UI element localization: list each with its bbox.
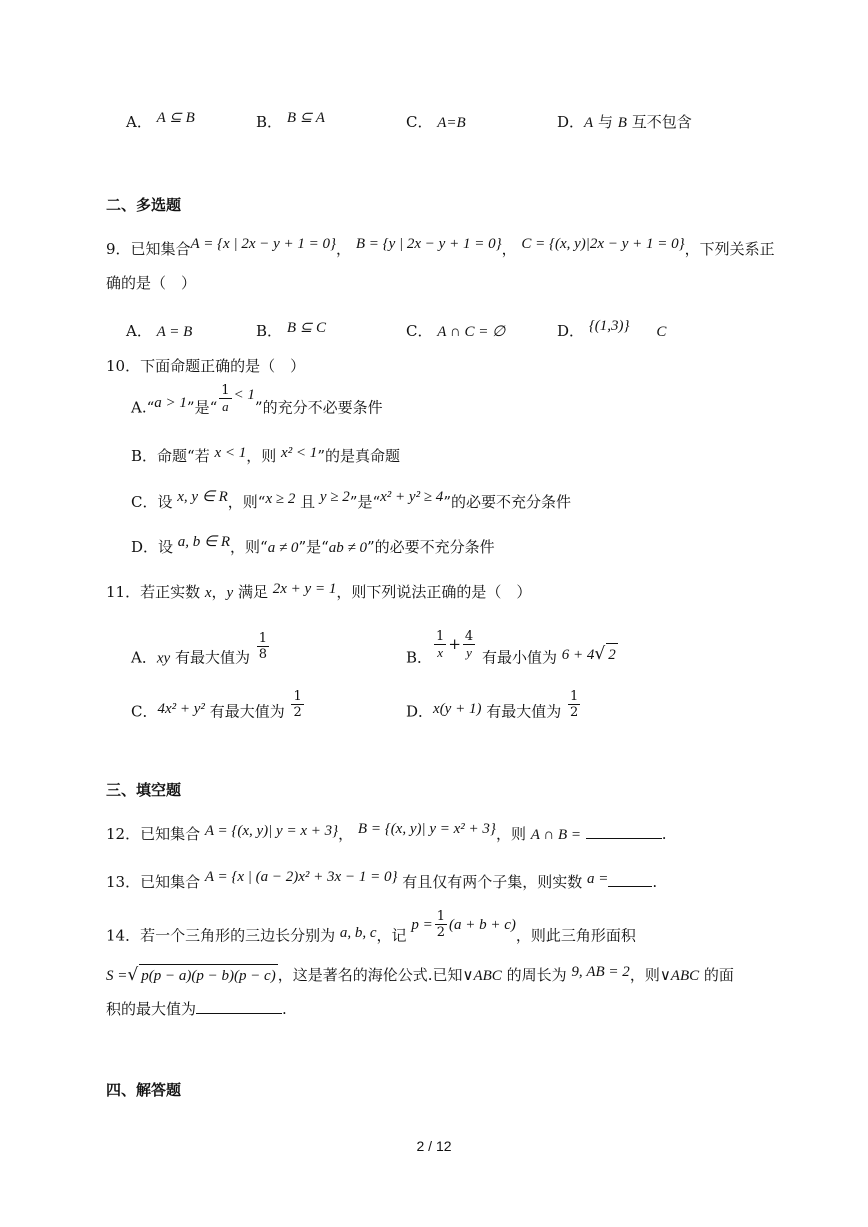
set-a: A = {(x, y)| y = x + 3} bbox=[204, 823, 339, 839]
fraction bbox=[291, 690, 303, 719]
math-expression: (a + b + c) bbox=[448, 916, 516, 933]
question-number: 14．若一个三角形的三边长分别为 bbox=[106, 926, 340, 945]
option-text: D．设 bbox=[131, 538, 178, 556]
punctuation: . bbox=[661, 825, 667, 843]
set-c: C = {(x, y)|2x − y + 1 = 0} bbox=[521, 236, 685, 252]
fraction-denominator: 2 bbox=[436, 925, 445, 940]
math-vars: a, b, c bbox=[339, 924, 377, 941]
section-heading-fill-in: 三、填空题 bbox=[106, 781, 182, 799]
option-label: A． bbox=[131, 648, 157, 667]
fraction-numerator: 1 bbox=[258, 631, 267, 646]
section-heading-answer: 四、解答题 bbox=[106, 1081, 182, 1099]
option-label: C． bbox=[131, 702, 158, 721]
option-math: y ≥ 2 bbox=[319, 489, 350, 505]
q10-option-c bbox=[131, 491, 571, 514]
question-text: ，记 bbox=[376, 926, 412, 945]
option-text: A.“ bbox=[131, 398, 155, 417]
option-text: 有最大值为 bbox=[481, 702, 567, 721]
fraction-denominator: x bbox=[437, 645, 444, 660]
section-heading-multiple-choice: 二、多选题 bbox=[106, 196, 182, 214]
question-text: ，则∨ bbox=[629, 966, 671, 984]
fraction-numerator: 1 bbox=[436, 629, 445, 644]
punctuation: . bbox=[282, 1000, 287, 1018]
radical-sign: √ bbox=[127, 965, 139, 985]
math-expression: a = bbox=[587, 871, 609, 887]
fraction-denominator: 2 bbox=[293, 705, 302, 720]
fraction bbox=[257, 632, 269, 661]
q9-option-c bbox=[406, 320, 505, 343]
q10-option-d bbox=[131, 536, 495, 559]
option-label: B． bbox=[406, 648, 433, 667]
option-math: {(1,3)} bbox=[588, 318, 630, 334]
separator: ， bbox=[336, 240, 352, 258]
math-expression: A ∩ B = bbox=[530, 827, 581, 843]
math-var: ABC bbox=[670, 968, 700, 984]
math-var: x bbox=[204, 585, 212, 601]
option-text: C．设 bbox=[131, 493, 178, 511]
option-label: A． bbox=[126, 322, 152, 340]
option-math: xy bbox=[156, 650, 171, 667]
option-text: 有最大值为 bbox=[204, 702, 290, 721]
set-b: B = {y | 2x − y + 1 = 0} bbox=[355, 236, 502, 252]
fraction-denominator: a bbox=[222, 399, 229, 414]
option-text: 有最小值为 bbox=[477, 648, 562, 667]
option-math: ab ≠ 0 bbox=[328, 540, 368, 556]
option-label: B． bbox=[256, 113, 283, 131]
option-text: B．命题“若 bbox=[131, 447, 215, 465]
option-math: A=B bbox=[437, 115, 466, 131]
option-math: A bbox=[584, 115, 594, 131]
q8-option-c bbox=[406, 111, 466, 134]
option-math: A ∩ C = ∅ bbox=[437, 324, 506, 340]
question-number: 11．若正实数 bbox=[106, 583, 205, 601]
option-math: A = B bbox=[156, 324, 193, 340]
question-13 bbox=[106, 871, 657, 894]
option-label: D． bbox=[557, 113, 585, 131]
option-text: 互不包含 bbox=[626, 113, 692, 131]
question-number: 13．已知集合 bbox=[106, 873, 205, 891]
math-expression: p = bbox=[411, 916, 433, 933]
option-math: B ⊆ C bbox=[286, 320, 327, 336]
set-a: A = {x | (a − 2)x² + 3x − 1 = 0} bbox=[204, 869, 398, 885]
q8-option-d bbox=[557, 111, 692, 134]
option-math: a, b ∈ R bbox=[177, 534, 231, 550]
question-text: ，这是著名的海伦公式.已知∨ bbox=[277, 966, 474, 984]
option-math: a ≠ 0 bbox=[267, 540, 299, 556]
question-11 bbox=[106, 581, 531, 604]
option-text: ”是“ bbox=[186, 398, 218, 417]
option-label: B． bbox=[256, 322, 283, 340]
fraction-numerator: 1 bbox=[221, 383, 230, 398]
fraction-numerator: 4 bbox=[464, 629, 474, 644]
fraction-numerator: 1 bbox=[570, 689, 579, 704]
set-a: A = {x | 2x − y + 1 = 0} bbox=[190, 236, 337, 252]
option-math: x < 1 bbox=[214, 445, 247, 461]
option-text: ，则“ bbox=[230, 538, 268, 556]
q10-option-a bbox=[131, 383, 383, 423]
question-number: 12．已知集合 bbox=[106, 825, 205, 843]
answer-blank[interactable] bbox=[608, 872, 652, 887]
option-math: x² < 1 bbox=[281, 445, 318, 461]
question-text: 的周长为 bbox=[501, 966, 572, 984]
option-math: B bbox=[617, 115, 627, 131]
option-label: D． bbox=[557, 322, 585, 340]
option-math: C bbox=[656, 324, 667, 340]
answer-blank[interactable] bbox=[196, 999, 282, 1014]
fraction bbox=[434, 630, 446, 659]
option-math: a > 1 bbox=[154, 394, 187, 411]
fraction-denominator: y bbox=[466, 645, 472, 660]
option-text: ”是“ bbox=[349, 493, 381, 511]
question-text: ，则此三角形面积 bbox=[515, 926, 636, 945]
option-math: 4x² + y² bbox=[157, 700, 205, 717]
option-text: ”的是真命题 bbox=[317, 447, 400, 465]
question-text: 的面 bbox=[699, 966, 734, 984]
option-text: 且 bbox=[295, 493, 320, 511]
question-14-line-3 bbox=[106, 998, 287, 1020]
math-var: y bbox=[226, 585, 234, 601]
separator: ， bbox=[211, 583, 227, 601]
fraction bbox=[219, 384, 231, 413]
q9-option-a bbox=[126, 320, 192, 343]
separator: ， bbox=[338, 825, 354, 843]
fraction-denominator: 8 bbox=[258, 647, 267, 662]
question-10: 10．下面命题正确的是（ ） bbox=[106, 357, 306, 375]
q11-option-c bbox=[131, 689, 306, 727]
option-math: x ≥ 2 bbox=[265, 491, 296, 507]
radical-sign: √ bbox=[594, 643, 606, 664]
question-14 bbox=[106, 909, 636, 951]
question-9-line-2: 确的是（ ） bbox=[106, 274, 197, 292]
radicand: 2 bbox=[606, 643, 618, 666]
math-var: ABC bbox=[473, 968, 502, 984]
option-label: C． bbox=[406, 113, 433, 131]
question-text: ，下列关系正 bbox=[684, 240, 775, 258]
option-math: B ⊆ A bbox=[286, 110, 325, 126]
radicand: p(p − a)(p − b)(p − c) bbox=[139, 964, 278, 987]
option-math: < 1 bbox=[233, 386, 255, 403]
math-expression: 9, AB = 2 bbox=[571, 964, 630, 980]
fraction bbox=[568, 690, 580, 719]
answer-blank[interactable] bbox=[586, 824, 662, 839]
q8-option-a bbox=[126, 111, 195, 134]
q9-option-d bbox=[557, 320, 666, 343]
fraction bbox=[435, 910, 447, 939]
fraction-numerator: 1 bbox=[293, 689, 302, 704]
question-12 bbox=[106, 823, 667, 846]
option-math: x² + y² ≥ 4 bbox=[380, 489, 444, 505]
option-math: A ⊆ B bbox=[156, 110, 195, 126]
math-operator: + bbox=[448, 634, 461, 653]
option-text: ，则 bbox=[246, 447, 282, 465]
q8-option-b bbox=[256, 111, 325, 134]
question-text: 积的最大值为 bbox=[106, 1000, 197, 1018]
math-condition: 2x + y = 1 bbox=[272, 581, 337, 597]
question-text: ，则 bbox=[495, 825, 531, 843]
option-text: ”是“ bbox=[298, 538, 329, 556]
option-math: x, y ∈ R bbox=[177, 489, 228, 505]
question-text: 满足 bbox=[233, 583, 273, 601]
option-text: ，则“ bbox=[227, 493, 266, 511]
math-expression: S = bbox=[106, 968, 128, 984]
option-math: 6 + 4 bbox=[561, 646, 595, 663]
q10-option-b bbox=[131, 445, 400, 468]
page-number: 2 / 12 bbox=[416, 1138, 452, 1154]
option-text: 与 bbox=[593, 113, 618, 131]
q11-option-d bbox=[406, 689, 582, 727]
separator: ， bbox=[501, 240, 517, 258]
fraction-denominator: 2 bbox=[570, 705, 579, 720]
question-number: 9．已知集合 bbox=[106, 240, 191, 258]
option-label: C． bbox=[406, 322, 433, 340]
question-14-line-2 bbox=[106, 964, 734, 987]
question-text: 有且仅有两个子集，则实数 bbox=[397, 873, 587, 891]
question-text: ，则下列说法正确的是（ ） bbox=[336, 583, 532, 601]
q9-option-b bbox=[256, 320, 326, 343]
fraction bbox=[463, 630, 475, 659]
option-text: ”的充分不必要条件 bbox=[254, 398, 383, 417]
option-label: A． bbox=[126, 113, 152, 131]
option-text: 有最大值为 bbox=[170, 648, 255, 667]
punctuation: . bbox=[652, 873, 658, 891]
option-text: ”的必要不充分条件 bbox=[443, 493, 571, 511]
option-label: D． bbox=[406, 702, 434, 721]
set-b: B = {(x, y)| y = x² + 3} bbox=[357, 821, 496, 837]
question-9 bbox=[106, 238, 775, 261]
q11-option-b bbox=[406, 629, 618, 673]
option-math: x(y + 1) bbox=[433, 700, 482, 717]
option-text: ”的必要不充分条件 bbox=[367, 538, 495, 556]
fraction-numerator: 1 bbox=[436, 909, 445, 924]
q11-option-a bbox=[131, 631, 271, 673]
